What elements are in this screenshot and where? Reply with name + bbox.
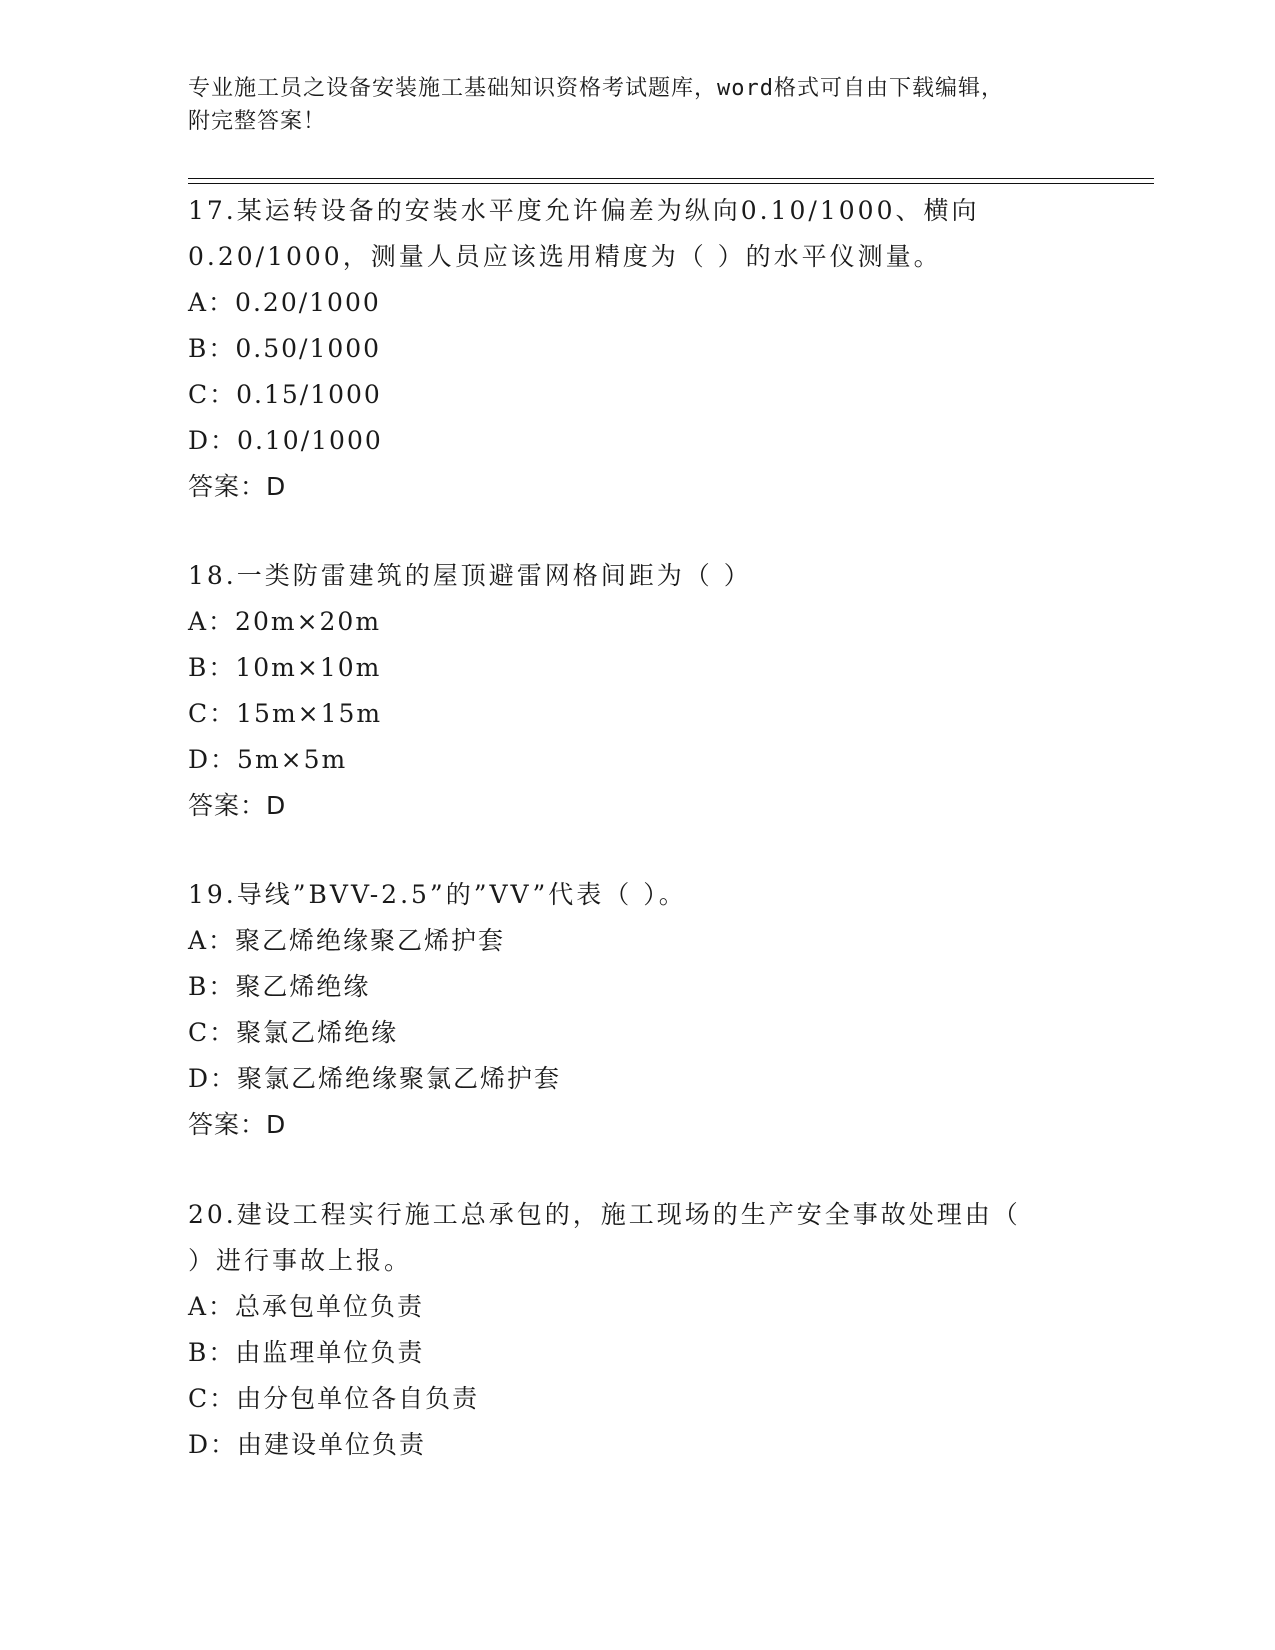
question-stem-line: 18.一类防雷建筑的屋顶避雷网格间距为（ ） [188,561,752,590]
option-c: C：0.15/1000 [188,380,382,409]
option-a: A：总承包单位负责 [188,1292,425,1321]
question-stem [188,1192,1128,1284]
answer-line: 答案：D [188,1110,287,1139]
header-divider-top [188,178,1154,179]
option-c: C：15m×15m [188,699,383,728]
header-divider-bottom [188,183,1154,184]
question-20 [188,1192,1128,1468]
option-c: C：由分包单位各自负责 [188,1384,480,1413]
question-17 [188,188,1128,510]
question-stem-line: 19.导线”BVV-2.5”的”VV”代表（ ）。 [188,880,687,909]
question-19 [188,872,1128,1148]
question-stem-line: 17.某运转设备的安装水平度允许偏差为纵向0.10/1000、横向 [188,196,980,225]
question-stem [188,188,1128,280]
option-b: B：聚乙烯绝缘 [188,972,371,1001]
question-stem-line: ）进行事故上报。 [188,1246,413,1275]
option-a: A：0.20/1000 [188,288,381,317]
option-a: A：20m×20m [188,607,382,636]
question-stem [188,872,1128,918]
header-line-2: 附完整答案！ [188,109,327,134]
option-a: A：聚乙烯绝缘聚乙烯护套 [188,926,506,955]
question-stem [188,553,1128,599]
answer-line: 答案：D [188,472,287,501]
question-18 [188,553,1128,829]
option-d: D：聚氯乙烯绝缘聚氯乙烯护套 [188,1064,562,1093]
question-stem-line: 20.建设工程实行施工总承包的，施工现场的生产安全事故处理由（ [188,1200,1021,1229]
option-d: D：5m×5m [188,745,348,774]
document-header [188,72,1088,138]
header-line-1: 专业施工员之设备安装施工基础知识资格考试题库，word格式可自由下载编辑， [188,76,1004,101]
option-b: B：由监理单位负责 [188,1338,425,1367]
question-stem-line: 0.20/1000，测量人员应该选用精度为（ ）的水平仪测量。 [188,242,942,271]
answer-line: 答案：D [188,791,287,820]
option-b: B：10m×10m [188,653,382,682]
option-d: D：0.10/1000 [188,426,383,455]
option-c: C：聚氯乙烯绝缘 [188,1018,399,1047]
option-b: B：0.50/1000 [188,334,382,363]
option-d: D：由建设单位负责 [188,1430,427,1459]
